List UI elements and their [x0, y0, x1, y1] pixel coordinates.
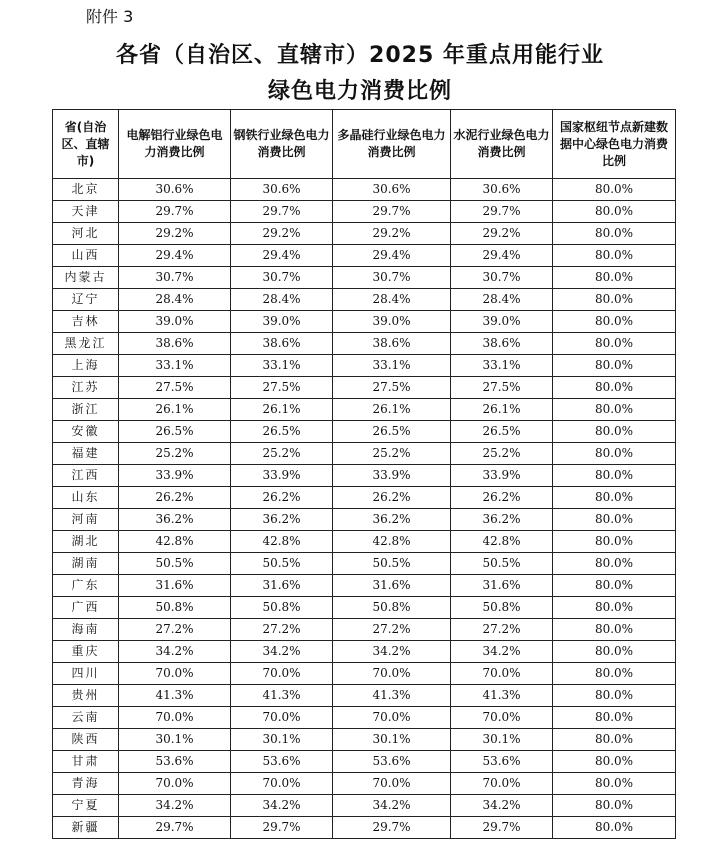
table-row	[53, 355, 676, 377]
aluminum-cell: 29.4%	[119, 245, 231, 267]
aluminum-cell: 29.2%	[119, 223, 231, 245]
polysilicon-cell: 39.0%	[333, 311, 451, 333]
cement-cell: 30.6%	[451, 179, 553, 201]
data-center-cell: 80.0%	[553, 597, 676, 619]
province-cell: 贵州	[53, 685, 119, 707]
polysilicon-cell: 25.2%	[333, 443, 451, 465]
province-cell: 江西	[53, 465, 119, 487]
cement-cell: 26.2%	[451, 487, 553, 509]
polysilicon-cell: 70.0%	[333, 707, 451, 729]
steel-cell: 50.5%	[231, 553, 333, 575]
cement-cell: 29.7%	[451, 201, 553, 223]
aluminum-cell: 34.2%	[119, 641, 231, 663]
polysilicon-cell: 53.6%	[333, 751, 451, 773]
polysilicon-cell: 28.4%	[333, 289, 451, 311]
province-cell: 天津	[53, 201, 119, 223]
province-cell: 甘肃	[53, 751, 119, 773]
data-center-cell: 80.0%	[553, 465, 676, 487]
steel-cell: 25.2%	[231, 443, 333, 465]
table-header-row	[53, 110, 676, 179]
table-row	[53, 641, 676, 663]
aluminum-cell: 33.1%	[119, 355, 231, 377]
steel-cell: 26.2%	[231, 487, 333, 509]
province-cell: 北京	[53, 179, 119, 201]
province-cell: 广西	[53, 597, 119, 619]
steel-cell: 26.5%	[231, 421, 333, 443]
table-row	[53, 773, 676, 795]
steel-cell: 50.8%	[231, 597, 333, 619]
table-row	[53, 509, 676, 531]
aluminum-cell: 34.2%	[119, 795, 231, 817]
data-center-cell: 80.0%	[553, 289, 676, 311]
steel-cell: 29.2%	[231, 223, 333, 245]
table-row	[53, 729, 676, 751]
table-body	[53, 179, 676, 839]
data-center-cell: 80.0%	[553, 619, 676, 641]
cement-cell: 25.2%	[451, 443, 553, 465]
table-row	[53, 597, 676, 619]
polysilicon-cell: 50.5%	[333, 553, 451, 575]
aluminum-cell: 42.8%	[119, 531, 231, 553]
polysilicon-cell: 30.6%	[333, 179, 451, 201]
polysilicon-cell: 27.2%	[333, 619, 451, 641]
polysilicon-cell: 29.2%	[333, 223, 451, 245]
cement-cell: 29.7%	[451, 817, 553, 839]
aluminum-cell: 29.7%	[119, 817, 231, 839]
table-row	[53, 333, 676, 355]
cement-cell: 30.1%	[451, 729, 553, 751]
attachment-label: 附件 3	[86, 7, 134, 26]
steel-cell: 34.2%	[231, 795, 333, 817]
steel-cell: 70.0%	[231, 773, 333, 795]
data-center-cell: 80.0%	[553, 377, 676, 399]
cement-cell: 38.6%	[451, 333, 553, 355]
table-row	[53, 421, 676, 443]
header-cement: 水泥行业绿色电力消费比例	[451, 110, 553, 179]
aluminum-cell: 53.6%	[119, 751, 231, 773]
data-center-cell: 80.0%	[553, 663, 676, 685]
aluminum-cell: 30.7%	[119, 267, 231, 289]
province-cell: 重庆	[53, 641, 119, 663]
polysilicon-cell: 30.7%	[333, 267, 451, 289]
green-power-ratio-table	[52, 109, 676, 839]
aluminum-cell: 70.0%	[119, 707, 231, 729]
steel-cell: 30.7%	[231, 267, 333, 289]
data-center-cell: 80.0%	[553, 179, 676, 201]
steel-cell: 29.7%	[231, 201, 333, 223]
data-center-cell: 80.0%	[553, 575, 676, 597]
province-cell: 宁夏	[53, 795, 119, 817]
polysilicon-cell: 26.2%	[333, 487, 451, 509]
province-cell: 浙江	[53, 399, 119, 421]
data-center-cell: 80.0%	[553, 707, 676, 729]
polysilicon-cell: 26.5%	[333, 421, 451, 443]
province-cell: 江苏	[53, 377, 119, 399]
data-center-cell: 80.0%	[553, 729, 676, 751]
cement-cell: 53.6%	[451, 751, 553, 773]
province-cell: 广东	[53, 575, 119, 597]
aluminum-cell: 38.6%	[119, 333, 231, 355]
province-cell: 青海	[53, 773, 119, 795]
polysilicon-cell: 38.6%	[333, 333, 451, 355]
province-cell: 陕西	[53, 729, 119, 751]
aluminum-cell: 25.2%	[119, 443, 231, 465]
data-center-cell: 80.0%	[553, 795, 676, 817]
data-center-cell: 80.0%	[553, 773, 676, 795]
aluminum-cell: 33.9%	[119, 465, 231, 487]
cement-cell: 39.0%	[451, 311, 553, 333]
province-cell: 内蒙古	[53, 267, 119, 289]
table-row	[53, 267, 676, 289]
cement-cell: 41.3%	[451, 685, 553, 707]
cement-cell: 70.0%	[451, 707, 553, 729]
steel-cell: 29.7%	[231, 817, 333, 839]
cement-cell: 30.7%	[451, 267, 553, 289]
province-cell: 湖北	[53, 531, 119, 553]
table-row	[53, 179, 676, 201]
aluminum-cell: 39.0%	[119, 311, 231, 333]
cement-cell: 27.2%	[451, 619, 553, 641]
cement-cell: 27.5%	[451, 377, 553, 399]
polysilicon-cell: 31.6%	[333, 575, 451, 597]
polysilicon-cell: 41.3%	[333, 685, 451, 707]
data-center-cell: 80.0%	[553, 333, 676, 355]
steel-cell: 39.0%	[231, 311, 333, 333]
table-row	[53, 443, 676, 465]
data-center-cell: 80.0%	[553, 223, 676, 245]
data-center-cell: 80.0%	[553, 399, 676, 421]
table-row	[53, 619, 676, 641]
table-row	[53, 289, 676, 311]
table-row	[53, 245, 676, 267]
cement-cell: 42.8%	[451, 531, 553, 553]
data-center-cell: 80.0%	[553, 421, 676, 443]
table-row	[53, 795, 676, 817]
aluminum-cell: 26.5%	[119, 421, 231, 443]
steel-cell: 41.3%	[231, 685, 333, 707]
table-row	[53, 377, 676, 399]
province-cell: 安徽	[53, 421, 119, 443]
table-row	[53, 201, 676, 223]
province-cell: 四川	[53, 663, 119, 685]
data-center-cell: 80.0%	[553, 443, 676, 465]
cement-cell: 34.2%	[451, 795, 553, 817]
data-center-cell: 80.0%	[553, 509, 676, 531]
aluminum-cell: 31.6%	[119, 575, 231, 597]
steel-cell: 31.6%	[231, 575, 333, 597]
header-province: 省(自治区、直辖市)	[53, 110, 119, 179]
cement-cell: 29.2%	[451, 223, 553, 245]
data-center-cell: 80.0%	[553, 201, 676, 223]
steel-cell: 29.4%	[231, 245, 333, 267]
steel-cell: 33.1%	[231, 355, 333, 377]
table-row	[53, 399, 676, 421]
cement-cell: 70.0%	[451, 663, 553, 685]
cement-cell: 50.5%	[451, 553, 553, 575]
aluminum-cell: 50.5%	[119, 553, 231, 575]
aluminum-cell: 70.0%	[119, 663, 231, 685]
province-cell: 湖南	[53, 553, 119, 575]
province-cell: 上海	[53, 355, 119, 377]
polysilicon-cell: 29.7%	[333, 201, 451, 223]
steel-cell: 53.6%	[231, 751, 333, 773]
steel-cell: 27.5%	[231, 377, 333, 399]
polysilicon-cell: 33.1%	[333, 355, 451, 377]
table-row	[53, 311, 676, 333]
cement-cell: 70.0%	[451, 773, 553, 795]
aluminum-cell: 50.8%	[119, 597, 231, 619]
polysilicon-cell: 29.7%	[333, 817, 451, 839]
data-center-cell: 80.0%	[553, 817, 676, 839]
cement-cell: 28.4%	[451, 289, 553, 311]
steel-cell: 34.2%	[231, 641, 333, 663]
steel-cell: 42.8%	[231, 531, 333, 553]
aluminum-cell: 27.5%	[119, 377, 231, 399]
steel-cell: 26.1%	[231, 399, 333, 421]
cement-cell: 36.2%	[451, 509, 553, 531]
cement-cell: 26.5%	[451, 421, 553, 443]
polysilicon-cell: 42.8%	[333, 531, 451, 553]
table-row	[53, 817, 676, 839]
data-center-cell: 80.0%	[553, 685, 676, 707]
steel-cell: 33.9%	[231, 465, 333, 487]
polysilicon-cell: 29.4%	[333, 245, 451, 267]
province-cell: 山西	[53, 245, 119, 267]
table-row	[53, 751, 676, 773]
province-cell: 黑龙江	[53, 333, 119, 355]
polysilicon-cell: 34.2%	[333, 641, 451, 663]
data-center-cell: 80.0%	[553, 751, 676, 773]
aluminum-cell: 29.7%	[119, 201, 231, 223]
polysilicon-cell: 50.8%	[333, 597, 451, 619]
steel-cell: 30.1%	[231, 729, 333, 751]
steel-cell: 28.4%	[231, 289, 333, 311]
province-cell: 辽宁	[53, 289, 119, 311]
province-cell: 河南	[53, 509, 119, 531]
data-center-cell: 80.0%	[553, 245, 676, 267]
cement-cell: 31.6%	[451, 575, 553, 597]
polysilicon-cell: 36.2%	[333, 509, 451, 531]
steel-cell: 30.6%	[231, 179, 333, 201]
table-row	[53, 685, 676, 707]
province-cell: 海南	[53, 619, 119, 641]
data-center-cell: 80.0%	[553, 355, 676, 377]
aluminum-cell: 30.6%	[119, 179, 231, 201]
header-polysilicon: 多晶硅行业绿色电力消费比例	[333, 110, 451, 179]
steel-cell: 70.0%	[231, 707, 333, 729]
table-row	[53, 531, 676, 553]
polysilicon-cell: 33.9%	[333, 465, 451, 487]
aluminum-cell: 26.1%	[119, 399, 231, 421]
province-cell: 吉林	[53, 311, 119, 333]
document-title-line-2: 绿色电力消费比例	[267, 79, 452, 104]
cement-cell: 50.8%	[451, 597, 553, 619]
cement-cell: 33.9%	[451, 465, 553, 487]
polysilicon-cell: 70.0%	[333, 663, 451, 685]
aluminum-cell: 28.4%	[119, 289, 231, 311]
aluminum-cell: 26.2%	[119, 487, 231, 509]
table-row	[53, 707, 676, 729]
aluminum-cell: 30.1%	[119, 729, 231, 751]
data-center-cell: 80.0%	[553, 487, 676, 509]
polysilicon-cell: 27.5%	[333, 377, 451, 399]
document-title-line-1: 各省（自治区、直辖市）2025 年重点用能行业	[116, 43, 604, 68]
province-cell: 新疆	[53, 817, 119, 839]
header-electrolytic-aluminum: 电解铝行业绿色电力消费比例	[119, 110, 231, 179]
data-center-cell: 80.0%	[553, 641, 676, 663]
table-row	[53, 223, 676, 245]
province-cell: 福建	[53, 443, 119, 465]
table-row	[53, 663, 676, 685]
data-center-cell: 80.0%	[553, 311, 676, 333]
polysilicon-cell: 34.2%	[333, 795, 451, 817]
table-row	[53, 553, 676, 575]
province-cell: 云南	[53, 707, 119, 729]
cement-cell: 34.2%	[451, 641, 553, 663]
steel-cell: 70.0%	[231, 663, 333, 685]
steel-cell: 36.2%	[231, 509, 333, 531]
province-cell: 河北	[53, 223, 119, 245]
aluminum-cell: 70.0%	[119, 773, 231, 795]
data-center-cell: 80.0%	[553, 531, 676, 553]
steel-cell: 38.6%	[231, 333, 333, 355]
aluminum-cell: 27.2%	[119, 619, 231, 641]
data-center-cell: 80.0%	[553, 553, 676, 575]
table-row	[53, 487, 676, 509]
province-cell: 山东	[53, 487, 119, 509]
header-steel: 钢铁行业绿色电力消费比例	[231, 110, 333, 179]
aluminum-cell: 41.3%	[119, 685, 231, 707]
aluminum-cell: 36.2%	[119, 509, 231, 531]
cement-cell: 26.1%	[451, 399, 553, 421]
polysilicon-cell: 70.0%	[333, 773, 451, 795]
cement-cell: 29.4%	[451, 245, 553, 267]
header-data-center: 国家枢纽节点新建数据中心绿色电力消费比例	[553, 110, 676, 179]
polysilicon-cell: 30.1%	[333, 729, 451, 751]
polysilicon-cell: 26.1%	[333, 399, 451, 421]
steel-cell: 27.2%	[231, 619, 333, 641]
cement-cell: 33.1%	[451, 355, 553, 377]
table-row	[53, 575, 676, 597]
data-center-cell: 80.0%	[553, 267, 676, 289]
table-row	[53, 465, 676, 487]
